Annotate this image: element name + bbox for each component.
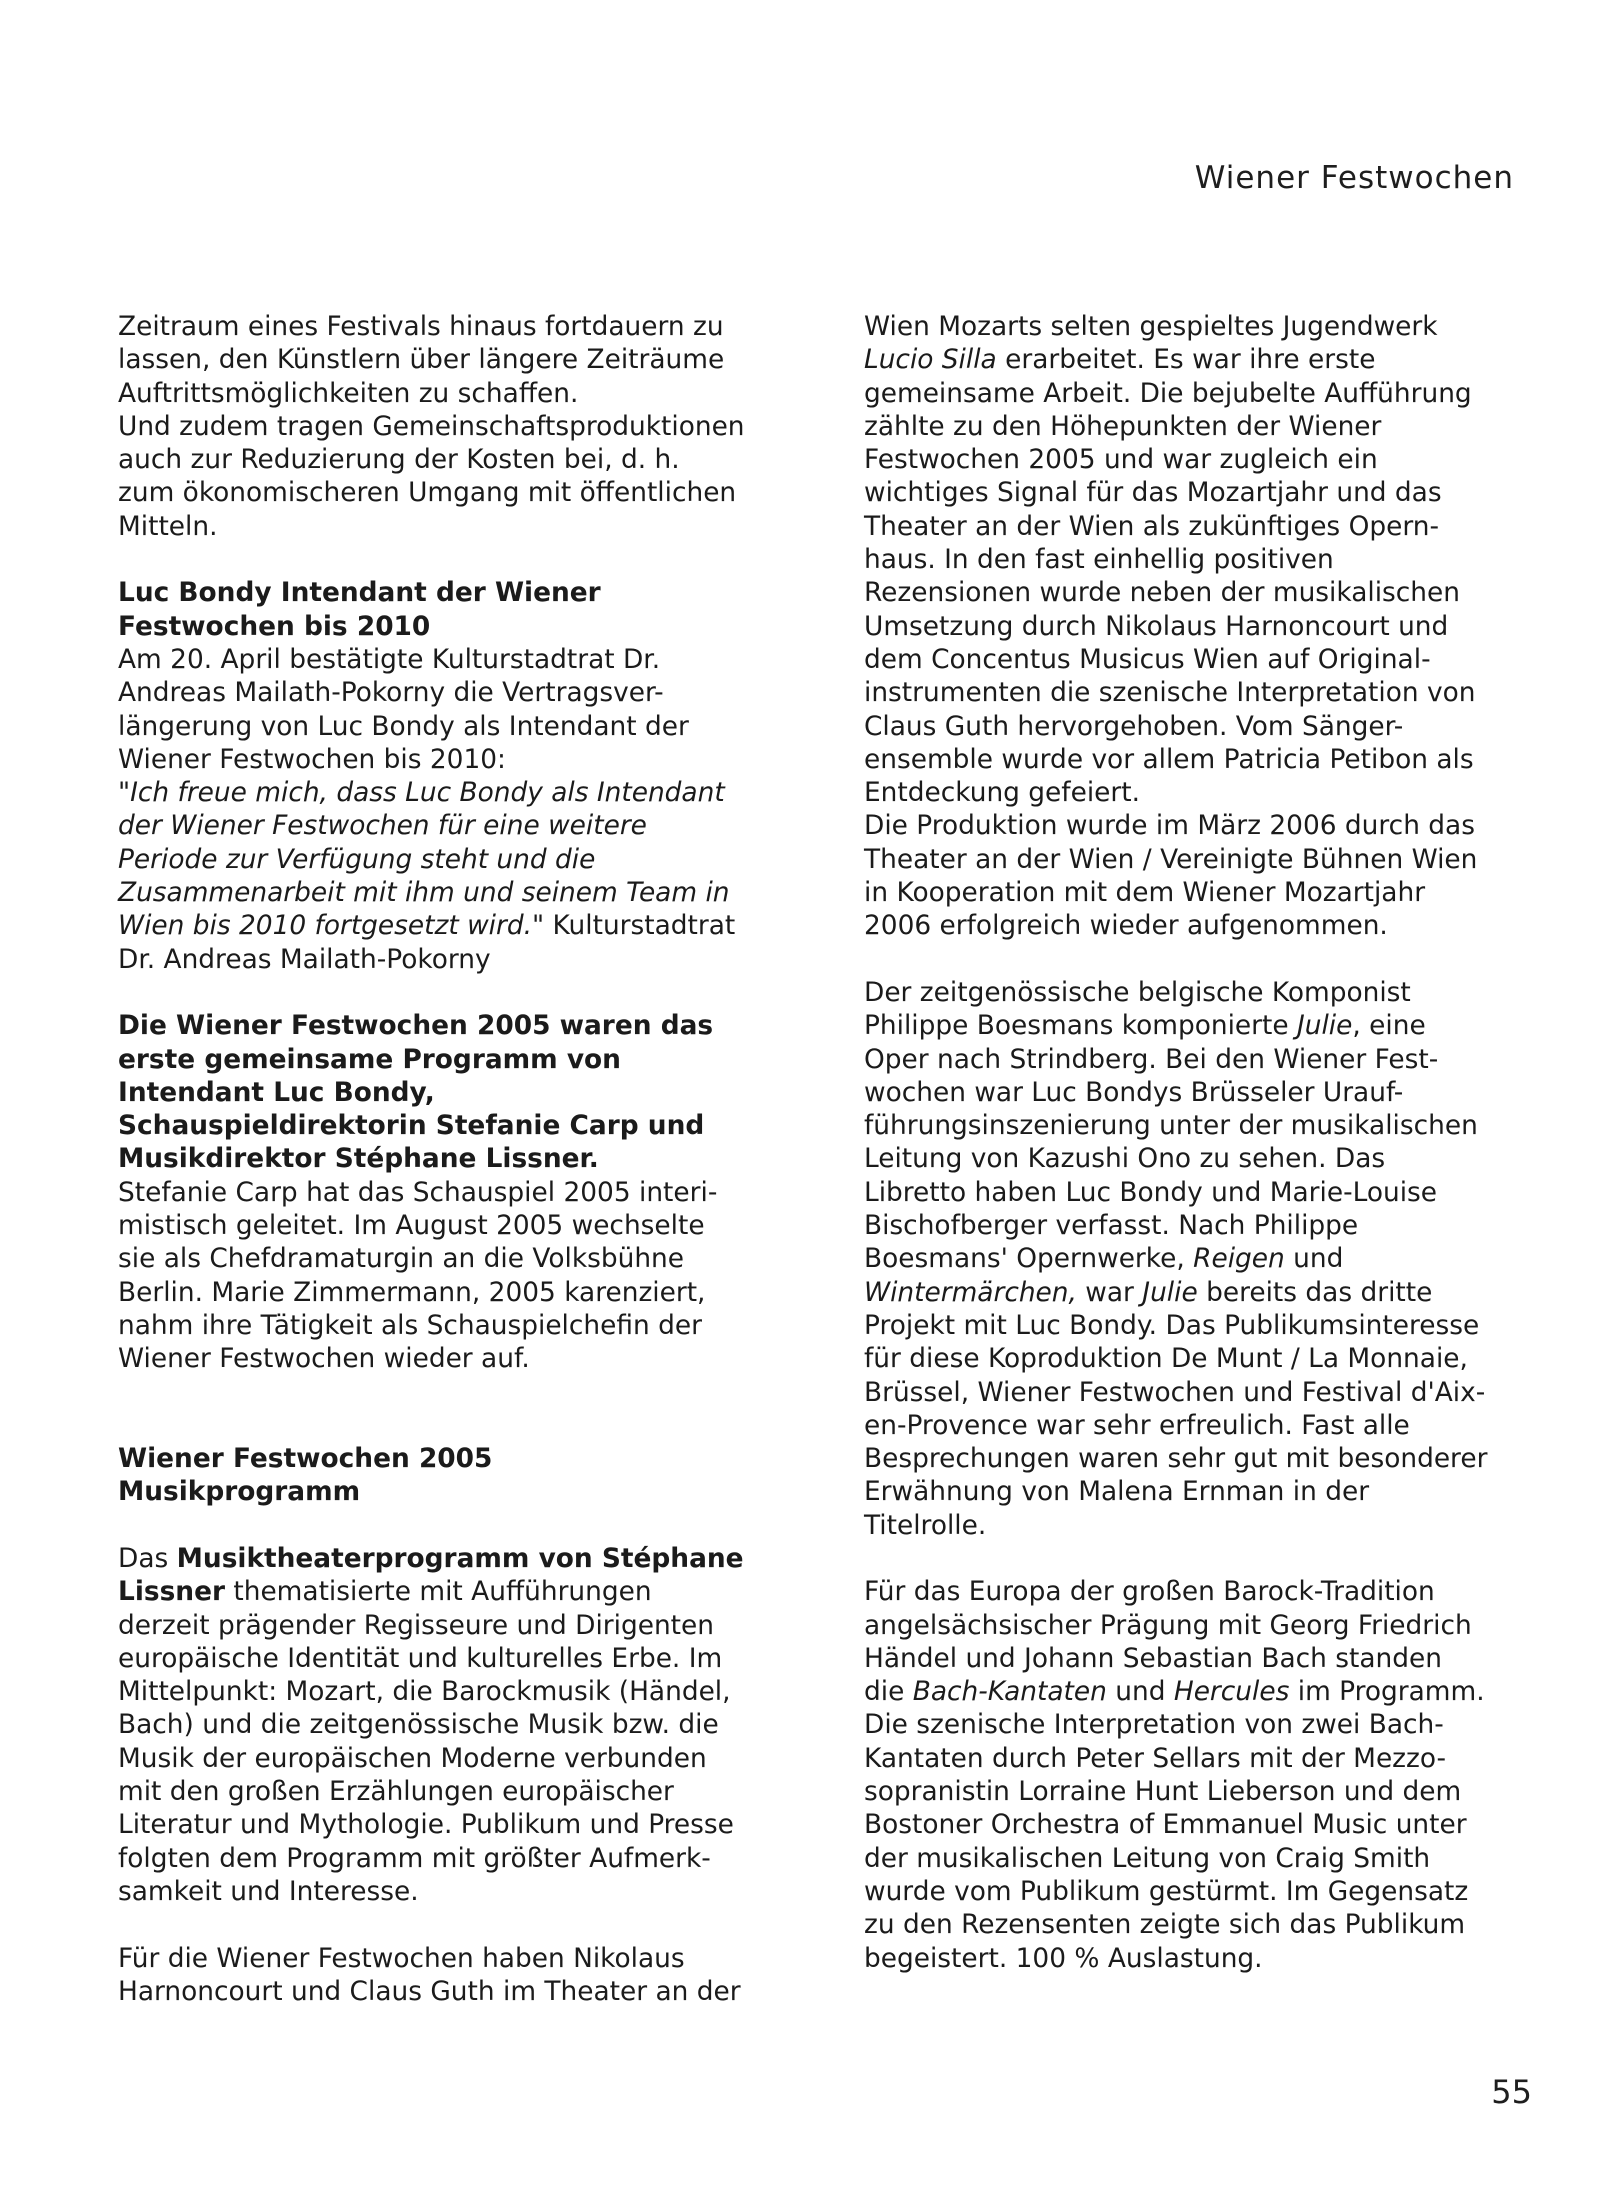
paragraph-spacer <box>118 1409 798 1442</box>
italic-text: der Wiener Festwochen für eine weitere <box>118 810 647 842</box>
text-line <box>118 1808 798 1841</box>
text-run: führungsinszenierung unter der musikalischen <box>864 1110 1478 1142</box>
bold-text: Musikprogramm <box>118 1476 361 1508</box>
text-run: ensemble wurde vor allem Patricia Petibon als <box>864 743 1474 775</box>
text-run: derzeit prägender Regisseure und Dirigenten <box>118 1609 714 1641</box>
text-line <box>864 1176 1544 1209</box>
bold-text: Festwochen bis 2010 <box>118 610 431 642</box>
text-line <box>118 610 798 643</box>
text-line <box>118 876 798 909</box>
text-line <box>864 643 1544 676</box>
text-line <box>118 1875 798 1908</box>
text-run: wurde vom Publikum gestürmt. Im Gegensatz <box>864 1875 1469 1907</box>
text-line <box>864 1875 1544 1908</box>
text-line <box>864 1376 1544 1409</box>
text-line <box>118 576 798 609</box>
bold-text: Luc Bondy Intendant der Wiener <box>118 577 601 609</box>
text-line <box>118 510 798 543</box>
text-run: Oper nach Strindberg. Bei den Wiener Fest- <box>864 1043 1439 1075</box>
text-run: Die Produktion wurde im März 2006 durch das <box>864 810 1475 842</box>
text-line <box>118 1242 798 1275</box>
text-line <box>864 1908 1544 1941</box>
text-line <box>864 776 1544 809</box>
text-line <box>864 1742 1544 1775</box>
text-line <box>864 343 1544 376</box>
text-run: für diese Koproduktion De Munt / La Monnaie, <box>864 1343 1468 1375</box>
text-run: mistisch geleitet. Im August 2005 wechselte <box>118 1210 705 1242</box>
text-line <box>864 1209 1544 1242</box>
italic-text: Bach-Kantaten <box>912 1676 1107 1708</box>
text-line <box>864 676 1544 709</box>
running-header: Wiener Festwochen <box>1194 160 1514 196</box>
text-line <box>864 1276 1544 1309</box>
text-run: im Programm. <box>1289 1676 1485 1708</box>
text-line <box>864 843 1544 876</box>
text-run: Besprechungen waren sehr gut mit besonderer <box>864 1443 1488 1475</box>
text-run: der musikalischen Leitung von Craig Smith <box>864 1842 1431 1874</box>
text-line <box>864 543 1544 576</box>
text-run: Leitung von Kazushi Ono zu sehen. Das <box>864 1143 1386 1175</box>
italic-text: Hercules <box>1173 1676 1290 1708</box>
text-run: instrumenten die szenische Interpretation von <box>864 677 1476 709</box>
text-run: Wien Mozarts selten gespieltes Jugendwerk <box>864 311 1438 342</box>
bold-text: Schauspieldirektorin Stefanie Carp und <box>118 1110 705 1142</box>
left-column <box>118 310 798 2008</box>
text-run: Wiener Festwochen wieder auf. <box>118 1343 530 1375</box>
text-line <box>118 1342 798 1375</box>
text-run: Bach) und die zeitgenössische Musik bzw. die <box>118 1709 719 1741</box>
italic-text: Julie <box>1142 1276 1198 1308</box>
text-run: begeistert. 100 % Auslastung. <box>864 1942 1263 1974</box>
text-line <box>118 377 798 410</box>
text-run: Kantaten durch Peter Sellars mit der Mezzo- <box>864 1742 1447 1774</box>
text-line <box>864 876 1544 909</box>
text-line <box>118 1842 798 1875</box>
text-run: Entdeckung gefeiert. <box>864 777 1140 809</box>
italic-text: Wien bis 2010 fortgesetzt wird." <box>118 910 545 942</box>
text-run: Theater an der Wien / Vereinigte Bühnen Wien <box>864 843 1478 875</box>
text-run: Erwähnung von Malena Ernman in der <box>864 1476 1370 1508</box>
text-line <box>864 510 1544 543</box>
text-line <box>118 710 798 743</box>
text-line <box>864 1076 1544 1109</box>
text-line <box>864 610 1544 643</box>
text-run: Claus Guth hervorgehoben. Vom Sänger- <box>864 710 1404 742</box>
text-run: die <box>864 1676 913 1708</box>
text-run: Wiener Festwochen bis 2010: <box>118 743 506 775</box>
text-run: Projekt mit Luc Bondy. Das Publikumsinteresse <box>864 1309 1480 1341</box>
text-run: haus. In den fast einhellig positiven <box>864 544 1334 576</box>
text-run: sopranistin Lorraine Hunt Lieberson und dem <box>864 1776 1462 1808</box>
text-line <box>118 1542 798 1575</box>
text-run: mit den großen Erzählungen europäischer <box>118 1776 674 1808</box>
paragraph-spacer <box>864 1542 1544 1575</box>
text-run: und <box>1284 1243 1344 1275</box>
bold-text: Wiener Festwochen 2005 <box>118 1443 493 1475</box>
text-line <box>118 943 798 976</box>
italic-text: Wintermärchen, <box>864 1276 1077 1308</box>
text-run: Die szenische Interpretation von zwei Bach- <box>864 1709 1444 1741</box>
text-line <box>864 1242 1544 1275</box>
text-line <box>864 1642 1544 1675</box>
text-line <box>118 843 798 876</box>
text-run: Für das Europa der großen Barock-Tradition <box>864 1576 1435 1608</box>
bold-text: erste gemeinsame Programm von <box>118 1043 621 1075</box>
text-run: Boesmans' Opernwerke, <box>864 1243 1194 1275</box>
text-line <box>118 1642 798 1675</box>
text-line <box>864 1842 1544 1875</box>
paragraph-spacer <box>118 543 798 576</box>
text-run: Theater an der Wien als zukünftiges Opern- <box>864 510 1439 542</box>
text-line <box>864 377 1544 410</box>
text-run: Berlin. Marie Zimmermann, 2005 karenziert, <box>118 1276 706 1308</box>
text-line <box>118 1076 798 1109</box>
text-run: Dr. Andreas Mailath-Pokorny <box>118 943 491 975</box>
text-line <box>118 1475 798 1508</box>
text-run: Stefanie Carp hat das Schauspiel 2005 interi- <box>118 1176 718 1208</box>
text-line <box>118 1975 798 2008</box>
text-line <box>118 1575 798 1608</box>
text-run: europäische Identität und kulturelles Erbe. Im <box>118 1642 723 1674</box>
text-run: Libretto haben Luc Bondy und Marie-Louise <box>864 1176 1438 1208</box>
text-run: Brüssel, Wiener Festwochen und Festival d'Aix- <box>864 1376 1486 1408</box>
text-line <box>864 1342 1544 1375</box>
text-run: nahm ihre Tätigkeit als Schauspielchefin der <box>118 1309 702 1341</box>
italic-text: Julie <box>1296 1010 1353 1042</box>
right-column <box>864 310 1544 1975</box>
text-line <box>118 1109 798 1142</box>
text-line <box>118 909 798 942</box>
text-run: 2006 erfolgreich wieder aufgenommen. <box>864 910 1388 942</box>
text-run: angelsächsischer Prägung mit Georg Friedrich <box>864 1609 1472 1641</box>
text-line <box>864 310 1544 343</box>
italic-text: Zusammenarbeit mit ihm und seinem Team in <box>118 877 730 909</box>
text-line <box>118 1142 798 1175</box>
text-run: zu den Rezensenten zeigte sich das Publikum <box>864 1909 1466 1941</box>
text-line <box>864 1675 1544 1708</box>
text-line <box>864 1808 1544 1841</box>
italic-text: Reigen <box>1193 1243 1285 1275</box>
text-line <box>118 1742 798 1775</box>
text-line <box>864 1942 1544 1975</box>
text-line <box>864 909 1544 942</box>
text-run: thematisierte mit Aufführungen <box>224 1576 652 1608</box>
text-line <box>864 1043 1544 1076</box>
text-run: Bischofberger verfasst. Nach Philippe <box>864 1210 1359 1242</box>
text-run: , eine <box>1352 1010 1426 1042</box>
text-line <box>864 1609 1544 1642</box>
text-run: und <box>1106 1676 1174 1708</box>
text-line <box>118 1009 798 1042</box>
text-run: erarbeitet. Es war ihre erste <box>996 344 1376 376</box>
text-run: zum ökonomischeren Umgang mit öffentlichen <box>118 477 737 509</box>
text-line <box>864 1142 1544 1175</box>
italic-text: "Ich freue mich, dass Luc Bondy als Intendant <box>118 777 725 809</box>
text-run: bereits das dritte <box>1197 1276 1433 1308</box>
text-line <box>864 1775 1544 1808</box>
text-run: Bostoner Orchestra of Emmanuel Music unter <box>864 1809 1467 1841</box>
text-line <box>118 1309 798 1342</box>
text-run: in Kooperation mit dem Wiener Mozartjahr <box>864 877 1426 909</box>
text-line <box>118 1209 798 1242</box>
page-number: 55 <box>1491 2073 1532 2111</box>
text-run: Für die Wiener Festwochen haben Nikolaus <box>118 1942 685 1974</box>
text-run: folgten dem Programm mit größter Aufmerk- <box>118 1842 711 1874</box>
italic-text: Lucio Silla <box>864 344 997 376</box>
text-run: wichtiges Signal für das Mozartjahr und das <box>864 477 1442 509</box>
text-run: war <box>1076 1276 1143 1308</box>
text-line <box>118 1276 798 1309</box>
text-run: Rezensionen wurde neben der musikalischen <box>864 577 1460 609</box>
bold-text: Musiktheaterprogramm von Stéphane <box>176 1542 744 1574</box>
text-line <box>864 1575 1544 1608</box>
text-line <box>864 1442 1544 1475</box>
text-line <box>118 1442 798 1475</box>
text-line <box>864 1009 1544 1042</box>
text-line <box>864 410 1544 443</box>
text-run: Andreas Mailath-Pokorny die Vertragsver- <box>118 677 664 709</box>
text-run: zählte zu den Höhepunkten der Wiener <box>864 410 1382 442</box>
text-line <box>118 1176 798 1209</box>
text-line <box>864 809 1544 842</box>
text-line <box>864 1509 1544 1542</box>
text-line <box>864 1475 1544 1508</box>
text-run: lassen, den Künstlern über längere Zeiträume <box>118 344 725 376</box>
text-run: Mittelpunkt: Mozart, die Barockmusik (Händel, <box>118 1676 731 1708</box>
text-line <box>118 1775 798 1808</box>
text-run: Philippe Boesmans komponierte <box>864 1010 1297 1042</box>
bold-text: Lissner <box>118 1576 225 1608</box>
paragraph-spacer <box>118 1509 798 1542</box>
text-line <box>118 1043 798 1076</box>
italic-text: Periode zur Verfügung steht und die <box>118 843 596 875</box>
text-line <box>864 743 1544 776</box>
text-line <box>864 976 1544 1009</box>
text-run: Musik der europäischen Moderne verbunden <box>118 1742 707 1774</box>
text-line <box>118 1609 798 1642</box>
paragraph-spacer <box>118 976 798 1009</box>
text-run: Auftrittsmöglichkeiten zu schaffen. <box>118 377 579 409</box>
text-line <box>864 443 1544 476</box>
text-line <box>118 809 798 842</box>
text-run: Das <box>118 1542 177 1574</box>
text-line <box>118 776 798 809</box>
text-line <box>118 343 798 376</box>
text-line <box>118 743 798 776</box>
text-run: wochen war Luc Bondys Brüsseler Urauf- <box>864 1076 1404 1108</box>
text-line <box>864 710 1544 743</box>
text-run: auch zur Reduzierung der Kosten bei, d. h. <box>118 444 680 476</box>
text-line <box>864 476 1544 509</box>
text-line <box>118 1708 798 1741</box>
text-run: längerung von Luc Bondy als Intendant der <box>118 710 689 742</box>
text-run: en-Provence war sehr erfreulich. Fast alle <box>864 1409 1410 1441</box>
text-line <box>118 476 798 509</box>
text-line <box>864 1309 1544 1342</box>
text-run: Literatur und Mythologie. Publikum und Presse <box>118 1809 734 1841</box>
paragraph-spacer <box>118 1376 798 1409</box>
text-run: gemeinsame Arbeit. Die bejubelte Aufführung <box>864 377 1472 409</box>
text-run: Und zudem tragen Gemeinschaftsproduktionen <box>118 410 745 442</box>
text-run: Titelrolle. <box>864 1509 987 1541</box>
text-line <box>118 443 798 476</box>
text-run: Kulturstadtrat <box>544 910 736 942</box>
text-line <box>864 1708 1544 1741</box>
text-run: Umsetzung durch Nikolaus Harnoncourt und <box>864 610 1449 642</box>
bold-text: Musikdirektor Stéphane Lissner. <box>118 1143 599 1175</box>
text-line <box>118 643 798 676</box>
text-line <box>118 410 798 443</box>
text-run: Der zeitgenössische belgische Komponist <box>864 976 1411 1008</box>
text-run: Harnoncourt und Claus Guth im Theater an der <box>118 1975 741 2007</box>
text-run: Zeitraum eines Festivals hinaus fortdauern zu <box>118 311 724 342</box>
text-line <box>864 1109 1544 1142</box>
text-line <box>118 310 798 343</box>
text-run: samkeit und Interesse. <box>118 1875 419 1907</box>
text-run: Händel und Johann Sebastian Bach standen <box>864 1642 1442 1674</box>
text-line <box>118 1675 798 1708</box>
text-run: sie als Chefdramaturgin an die Volksbühne <box>118 1243 685 1275</box>
bold-text: Die Wiener Festwochen 2005 waren das <box>118 1010 714 1042</box>
bold-text: Intendant Luc Bondy, <box>118 1076 435 1108</box>
text-line <box>864 1409 1544 1442</box>
text-run: dem Concentus Musicus Wien auf Original- <box>864 643 1431 675</box>
text-line <box>118 676 798 709</box>
paragraph-spacer <box>864 943 1544 976</box>
text-run: Festwochen 2005 und war zugleich ein <box>864 444 1378 476</box>
text-run: Am 20. April bestätigte Kulturstadtrat Dr. <box>118 643 661 675</box>
text-run: Mitteln. <box>118 510 218 542</box>
paragraph-spacer <box>118 1908 798 1941</box>
text-line <box>118 1942 798 1975</box>
text-line <box>864 576 1544 609</box>
